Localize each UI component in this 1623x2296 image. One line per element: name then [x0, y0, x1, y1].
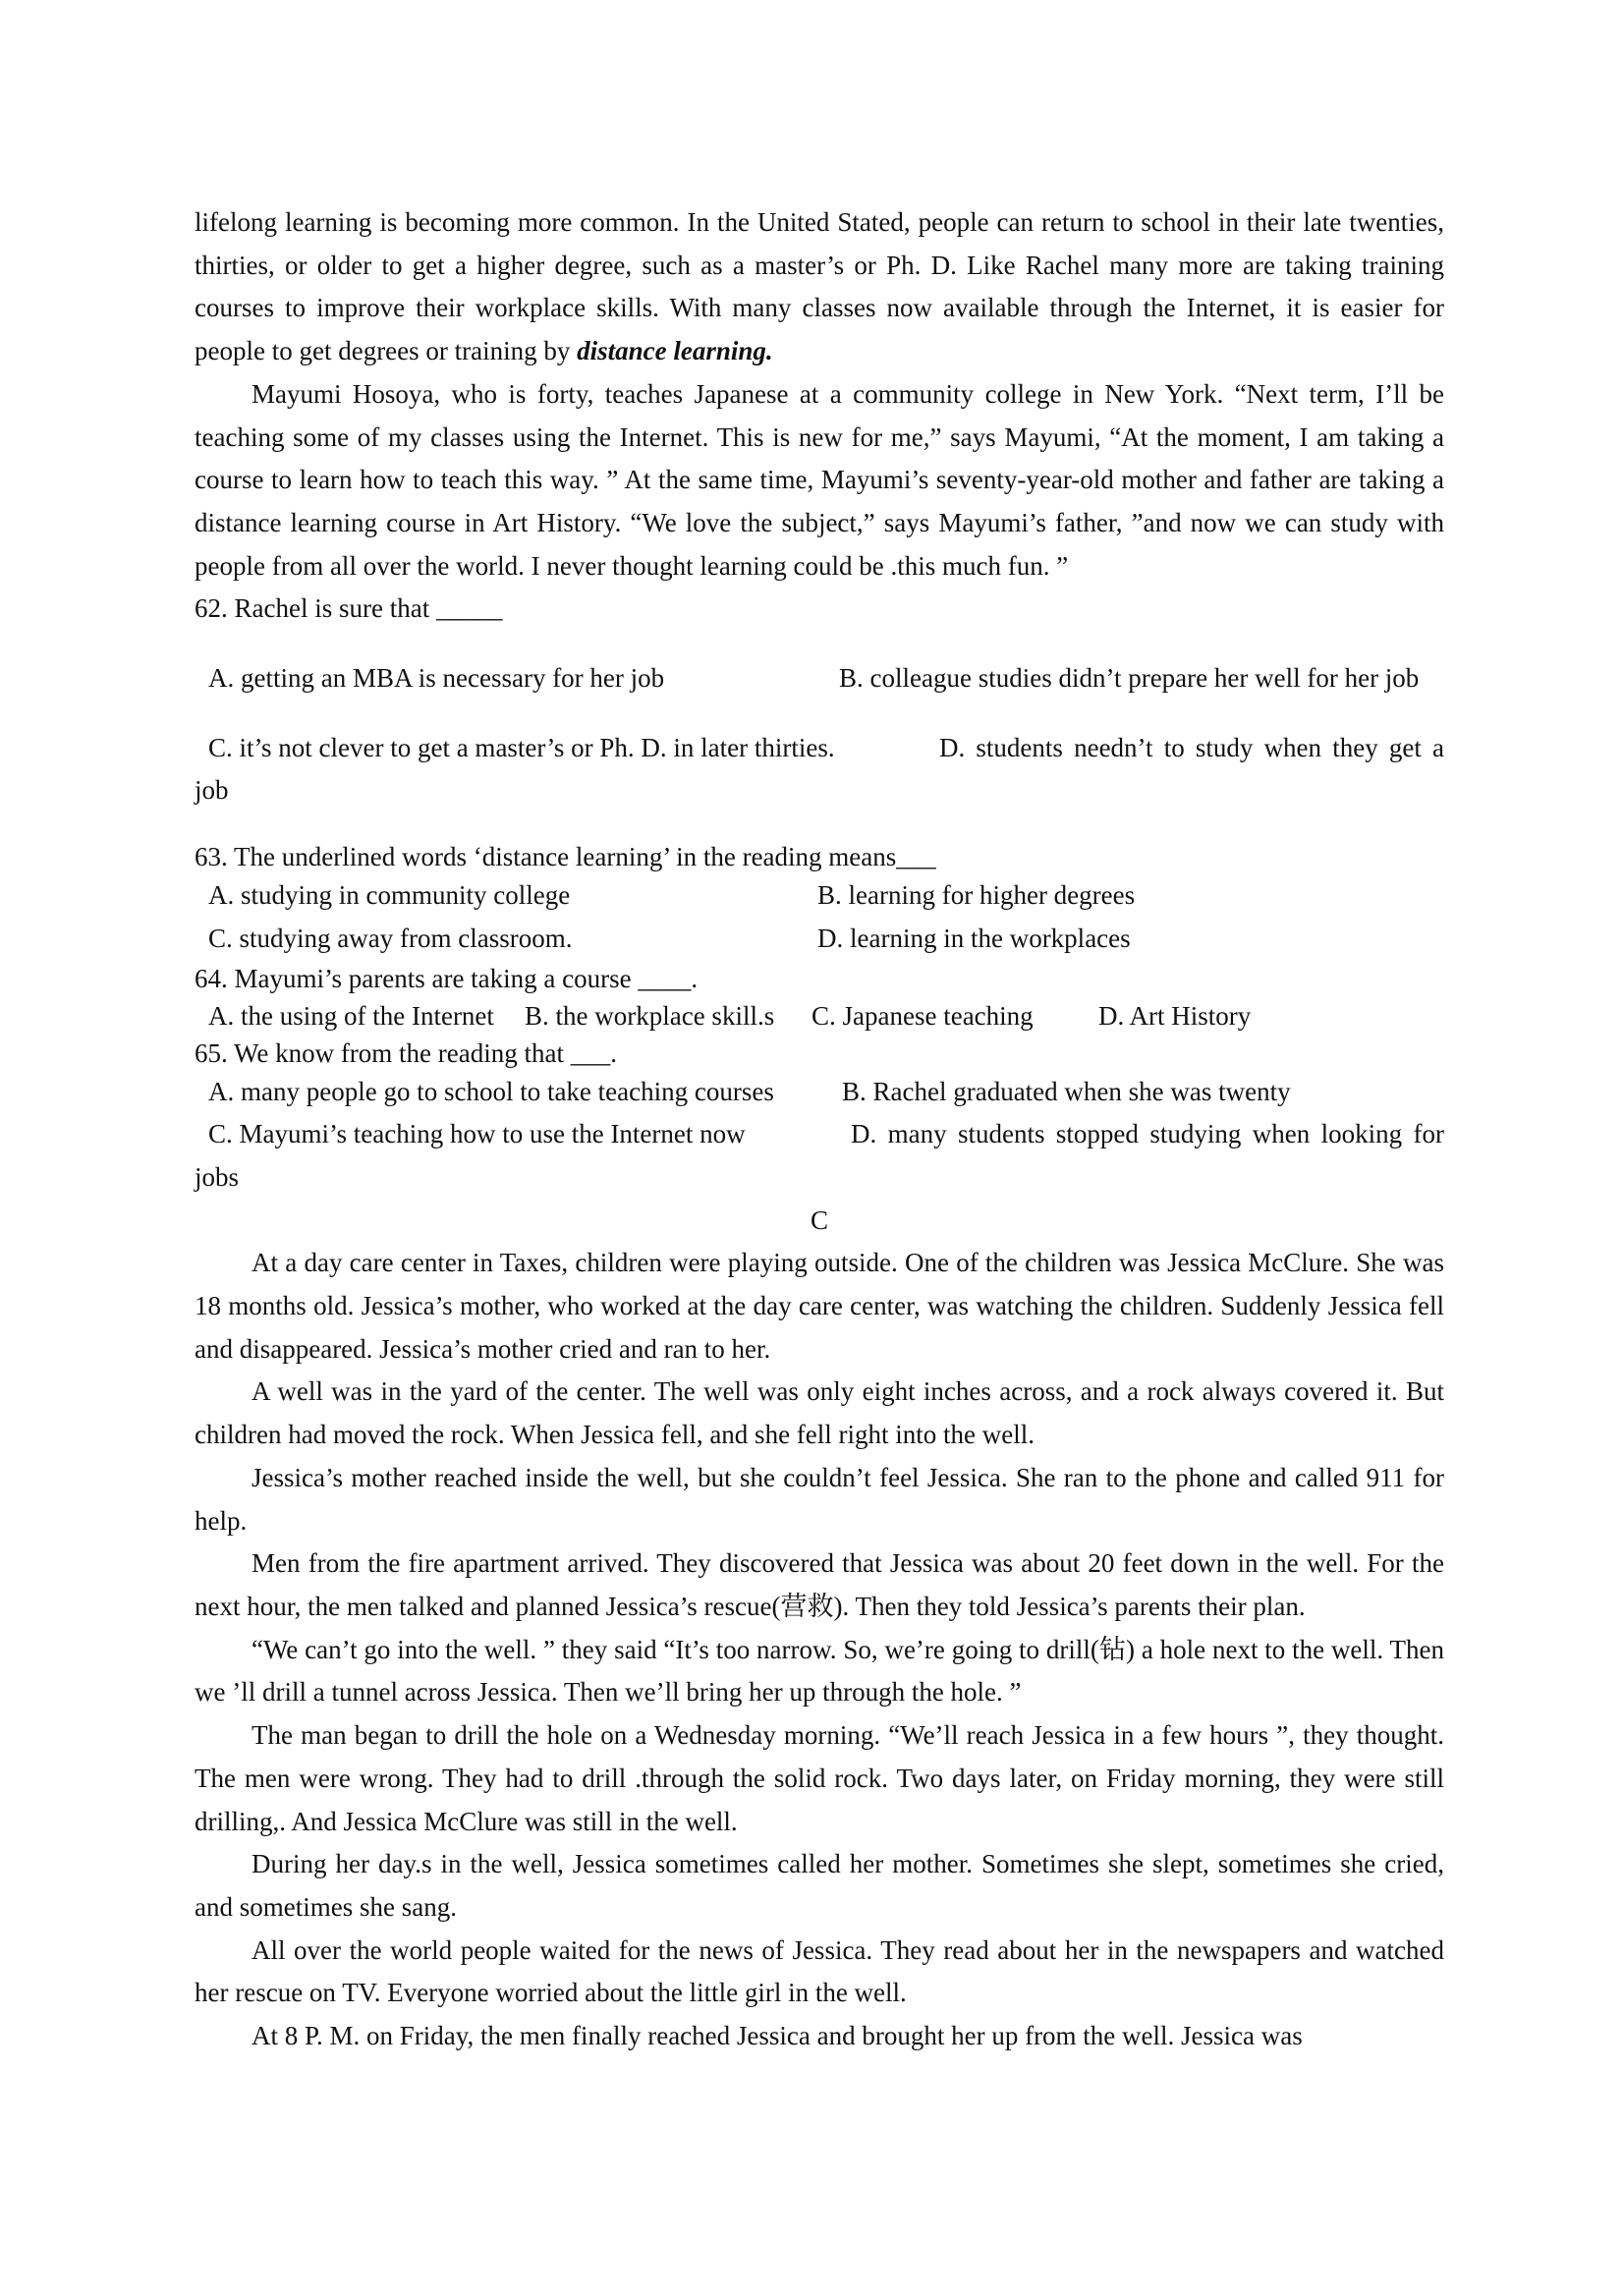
passage-b-paragraph-2: Mayumi Hosoya, who is forty, teaches Japanese at a community college in New York. “Next term, I’ll be teaching some of my classes using the Internet. This is new for me,” says Mayumi, “At the moment, I am taking a course to learn how to teach this way. ” At the same time, Mayumi’s seventy-year-old mother and father are taking a distance learning course in Art History. “We love the subject,” says Mayumi’s father, ”and now we can study with people from all over the world. I never thought learning could be .this much fun. ” — [195, 378, 1444, 581]
q64-option-a: A. the using of the Internet — [208, 1000, 494, 1031]
question-63-options-cd — [208, 918, 1444, 961]
passage-b-paragraph-1-text: lifelong learning is becoming more common. In the United Stated, people can return to school in their late twenties, thirties, or older to get a higher degree, such as a master’s or Ph. D. Like Rachel many more are taking training courses to improve their workplace skills. With many classes now available through the Internet, it is easier for people to get degrees or training by — [195, 207, 1444, 366]
q64-option-b: B. the workplace skill.s — [525, 1000, 775, 1031]
passage-c-paragraph-6: The man began to drill the hole on a Wednesday morning. “We’ll reach Jessica in a few hours ”, they thought. The men were wrong. They had to drill .through the solid rock. Two days later, on Friday morning, they were still drilling,. And Jessica McClure was still in the well. — [195, 1720, 1444, 1836]
q65-option-b: B. Rachel graduated when she was twenty — [842, 1076, 1291, 1106]
passage-b-paragraph-1 — [195, 201, 1444, 373]
q62-option-d: D. students needn’t to study when they get a job — [195, 732, 1444, 806]
question-65-stem: 65. We know from the reading that ___. — [195, 1037, 617, 1068]
q62-option-a: A. getting an MBA is necessary for her job — [208, 663, 665, 694]
q64-option-d: D. Art History — [1098, 1000, 1252, 1031]
q64-option-c: C. Japanese teaching — [812, 1000, 1034, 1031]
passage-c-paragraph-8: All over the world people waited for the news of Jessica. They read about her in the newspapers and watched her rescue on TV. Everyone worried about the little girl in the well. — [195, 1934, 1444, 2008]
passage-c-paragraph-7: During her day.s in the well, Jessica sometimes called her mother. Sometimes she slept, sometimes she cried, and sometimes she sang. — [195, 1849, 1444, 1922]
q63-option-b: B. learning for higher degrees — [817, 880, 1136, 911]
question-65-options-cd — [195, 1113, 1444, 1199]
q65-option-c: C. Mayumi’s teaching how to use the Internet now — [208, 1119, 746, 1149]
passage-c-paragraph-1: At a day care center in Taxes, children were playing outside. One of the children was Jessica McClure. She was 18 months old. Jessica’s mother, who worked at the day care center, was watching the children. Suddenly Jessica fell and disappeared. Jessica’s mother cried and ran to her. — [195, 1248, 1444, 1364]
passage-c-paragraph-5: “We can’t go into the well. ” they said “It’s too narrow. So, we’re going to drill(钻) a hole next to the well. Then we ’ll drill a tunnel across Jessica. Then we’ll bring her up through the hole. ” — [195, 1634, 1444, 1708]
q62-option-b: B. colleague studies didn’t prepare her well for her job — [839, 663, 1420, 694]
question-65-options-ab — [208, 1071, 1444, 1114]
question-64-stem: 64. Mayumi’s parents are taking a course ____. — [195, 963, 699, 993]
q62-option-c: C. it’s not clever to get a master’s or Ph. D. in later thirties. — [208, 732, 835, 762]
question-62-options-ab — [208, 657, 1444, 700]
q65-option-d: D. many students stopped studying when looking for jobs — [195, 1119, 1444, 1192]
q63-option-a: A. studying in community college — [208, 880, 571, 911]
passage-c-paragraph-2: A well was in the yard of the center. The well was only eight inches across, and a rock always covered it. But children had moved the rock. When Jessica fell, and she fell right into the well. — [195, 1376, 1444, 1450]
question-63-options-ab — [208, 874, 1444, 918]
q63-option-c: C. studying away from classroom. — [208, 923, 573, 953]
document-page — [195, 201, 1444, 2058]
question-63-stem: 63. The underlined words ‘distance learning’ in the reading means___ — [195, 842, 936, 872]
q63-option-d: D. learning in the workplaces — [817, 923, 1131, 953]
question-64-options — [208, 996, 1444, 1036]
q65-option-a: A. many people go to school to take teaching courses — [208, 1076, 774, 1106]
question-62-options-cd — [195, 727, 1444, 812]
question-62-stem: 62. Rachel is sure that _____ — [195, 593, 503, 624]
passage-c-paragraph-3: Jessica’s mother reached inside the well, but she couldn’t feel Jessica. She ran to the phone and called 911 for help. — [195, 1462, 1444, 1536]
passage-c-paragraph-9: At 8 P. M. on Friday, the men finally reached Jessica and brought her up from the well. Jessica was — [252, 2021, 1303, 2051]
passage-c-paragraph-4: Men from the fire apartment arrived. They discovered that Jessica was about 20 feet down in the well. For the next hour, the men talked and planned Jessica’s rescue(营救). Then they told Jessica’s parents their plan. — [195, 1548, 1444, 1621]
distance-learning-phrase: distance learning. — [577, 336, 773, 366]
passage-c-title: C — [810, 1204, 828, 1235]
